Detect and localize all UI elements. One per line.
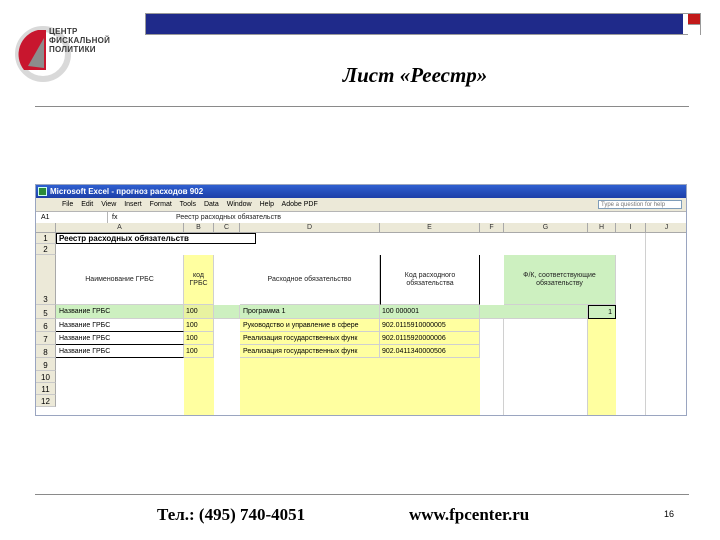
- row-header-2[interactable]: 2: [36, 244, 56, 255]
- menu-insert[interactable]: Insert: [124, 201, 142, 208]
- menu-data[interactable]: Data: [203, 201, 219, 208]
- cell-a8[interactable]: Название ГРБС: [56, 345, 184, 358]
- row-header-8[interactable]: 8: [36, 345, 56, 358]
- menu-format[interactable]: Format: [149, 201, 172, 208]
- page-number: 16: [664, 509, 675, 519]
- select-all-corner[interactable]: [36, 223, 56, 233]
- col-header-h[interactable]: H: [588, 223, 616, 233]
- col-header-g[interactable]: G: [504, 223, 588, 233]
- col-header-e[interactable]: E: [380, 223, 480, 233]
- cell-b7[interactable]: 100: [184, 332, 214, 345]
- col-header-j[interactable]: J: [646, 223, 687, 233]
- cell-e6[interactable]: 902.0115910000005: [380, 319, 480, 332]
- row-header-3[interactable]: 3: [36, 255, 56, 305]
- excel-app-icon: [38, 187, 47, 196]
- fx-icon[interactable]: fx: [112, 214, 118, 221]
- cell-e8[interactable]: 902.0411340000506: [380, 345, 480, 358]
- col-header-b[interactable]: B: [184, 223, 214, 233]
- cell-a1[interactable]: Реестр расходных обязательств: [56, 233, 256, 244]
- footer-divider: [35, 494, 689, 495]
- footer-website[interactable]: www.fpcenter.ru: [409, 505, 530, 524]
- excel-menu-bar: [36, 198, 686, 211]
- cell-a6[interactable]: Название ГРБС: [56, 319, 184, 332]
- cell-h5[interactable]: 1: [588, 305, 616, 319]
- cell-b5[interactable]: 100: [184, 305, 214, 319]
- menu-adobe-pdf[interactable]: Adobe PDF: [281, 201, 318, 208]
- top-decor-red: [688, 14, 700, 24]
- header-fk[interactable]: Ф/К, соответствующие обязательству: [504, 255, 616, 305]
- cell-e5[interactable]: 100 000001: [380, 305, 480, 319]
- title-divider: [35, 106, 689, 107]
- menu-window[interactable]: Window: [226, 201, 252, 208]
- row-header-10[interactable]: 10: [36, 371, 56, 383]
- excel-window: [35, 184, 687, 416]
- cell-f5[interactable]: [480, 305, 588, 319]
- col-header-f[interactable]: F: [480, 223, 504, 233]
- formula-input[interactable]: Реестр расходных обязательств: [176, 214, 281, 221]
- logo-line-3: ПОЛИТИКИ: [49, 45, 96, 54]
- col-header-i[interactable]: I: [616, 223, 646, 233]
- col-g-lines: [504, 319, 588, 416]
- col-header-c[interactable]: C: [214, 223, 240, 233]
- header-grbs-name[interactable]: Наименование ГРБС: [56, 255, 184, 305]
- cell-d8[interactable]: Реализация государственных функ: [240, 345, 380, 358]
- slide-title: Лист «Реестр»: [342, 63, 488, 87]
- cell-a5[interactable]: Название ГРБС: [56, 305, 184, 319]
- row-header-7[interactable]: 7: [36, 332, 56, 345]
- row-header-9[interactable]: 9: [36, 358, 56, 371]
- menu-file[interactable]: File: [61, 201, 74, 208]
- cell-a7[interactable]: Название ГРБС: [56, 332, 184, 345]
- menu-view[interactable]: View: [101, 201, 117, 208]
- col-i-lines: [616, 233, 646, 416]
- cell-d6[interactable]: Руководство и управление в сфере: [240, 319, 380, 332]
- logo-line-2: ФИСКАЛЬНОЙ: [49, 36, 111, 45]
- excel-window-title: Microsoft Excel - прогноз расходов 902: [50, 187, 204, 196]
- cell-e7[interactable]: 902.0115920000006: [380, 332, 480, 345]
- col-f-lines: [480, 319, 504, 416]
- col-header-a[interactable]: A: [56, 223, 184, 233]
- cell-d5[interactable]: Программа 1: [240, 305, 380, 319]
- header-grbs-code[interactable]: код ГРБС: [184, 255, 214, 305]
- header-obligation-code[interactable]: Код расходного обязательства: [380, 255, 480, 305]
- row-header-11[interactable]: 11: [36, 383, 56, 395]
- menu-edit[interactable]: Edit: [81, 201, 94, 208]
- cell-b6[interactable]: 100: [184, 319, 214, 332]
- footer-phone: Тел.: (495) 740-4051: [157, 505, 306, 524]
- top-decor-white: [688, 24, 700, 35]
- menu-tools[interactable]: Tools: [179, 201, 197, 208]
- row-header-6[interactable]: 6: [36, 319, 56, 332]
- logo-text: [49, 27, 110, 54]
- col-header-d[interactable]: D: [240, 223, 380, 233]
- col-h-fill: [588, 305, 616, 416]
- name-box[interactable]: A1: [38, 212, 108, 223]
- row-header-5[interactable]: 5: [36, 305, 56, 319]
- excel-title-bar: [36, 185, 686, 198]
- top-decor-bar: [145, 13, 701, 35]
- ask-question-input[interactable]: Type a question for help: [598, 200, 682, 209]
- header-obligation[interactable]: Расходное обязательство: [240, 255, 380, 305]
- logo-line-1: ЦЕНТР: [49, 27, 78, 36]
- cell-c5[interactable]: [214, 305, 240, 319]
- spreadsheet-grid: [36, 223, 686, 416]
- row-header-1[interactable]: 1: [36, 233, 56, 244]
- cell-b8[interactable]: 100: [184, 345, 214, 358]
- top-decor-blue: [146, 14, 683, 34]
- cell-d7[interactable]: Реализация государственных функ: [240, 332, 380, 345]
- row-header-12[interactable]: 12: [36, 395, 56, 407]
- menu-help[interactable]: Help: [259, 201, 274, 208]
